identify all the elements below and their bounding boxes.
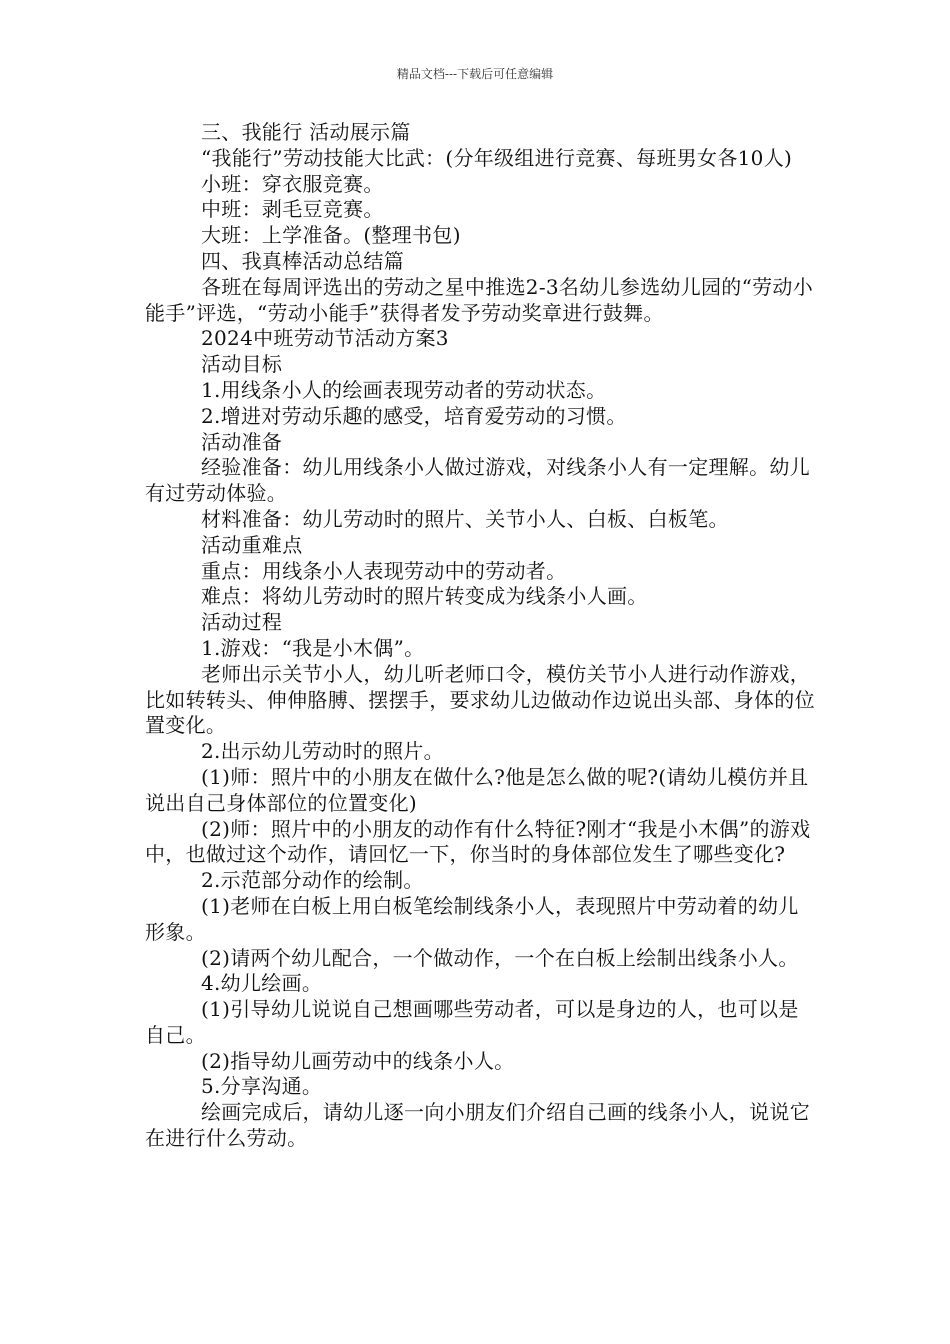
paragraph: 重点：用线条小人表现劳动中的劳动者。 <box>201 558 567 583</box>
section-heading: 活动准备 <box>201 429 283 454</box>
section-heading: 四、我真棒活动总结篇 <box>201 248 404 273</box>
paragraph: 老师出示关节小人，幼儿听老师口令，模仿关节小人进行动作游戏，比如转转头、伸伸胳膊、摆摆手，要求幼儿边做动作边说出头部、身体的位置变化。 <box>145 661 815 738</box>
paragraph: 4.幼儿绘画。 <box>201 971 323 996</box>
paragraph: 5.分享沟通。 <box>201 1074 323 1099</box>
section-heading: 活动目标 <box>201 352 283 377</box>
paragraph: 各班在每周评选出的劳动之星中推选2-3名幼儿参选幼儿园的“劳动小能手”评选，“劳动小能手”获得者发予劳动奖章进行鼓舞。 <box>145 274 814 325</box>
paragraph: (1)老师在白板上用白板笔绘制线条小人，表现照片中劳动着的幼儿形象。 <box>145 893 799 944</box>
paragraph: 小班：穿衣服竞赛。 <box>201 171 384 196</box>
section-heading: 三、我能行 活动展示篇 <box>201 120 411 144</box>
paragraph: 难点：将幼儿劳动时的照片转变成为线条小人画。 <box>201 584 648 609</box>
paragraph: (2)请两个幼儿配合，一个做动作，一个在白板上绘制出线条小人。 <box>201 945 799 970</box>
paragraph: 2.示范部分动作的绘制。 <box>201 868 424 893</box>
paragraph: 中班：剥毛豆竞赛。 <box>201 197 384 222</box>
paragraph: 绘画完成后，请幼儿逐一向小朋友们介绍自己画的线条小人，说说它在进行什么劳动。 <box>145 1100 810 1151</box>
paragraph: (1)引导幼儿说说自己想画哪些劳动者，可以是身边的人，也可以是自己。 <box>145 997 799 1047</box>
section-heading: 活动过程 <box>201 610 283 635</box>
paragraph: (2)师：照片中的小朋友的动作有什么特征?刚才“我是小木偶”的游戏中，也做过这个动作，请回忆一下，你当时的身体部位发生了哪些变化? <box>145 816 811 867</box>
plan-title: 2024中班劳动节活动方案3 <box>201 326 449 351</box>
paragraph: 1.游戏：“我是小木偶”。 <box>201 635 425 660</box>
paragraph: 1.用线条小人的绘画表现劳动者的劳动状态。 <box>201 377 607 402</box>
paragraph: 经验准备：幼儿用线条小人做过游戏，对线条小人有一定理解。幼儿有过劳动体验。 <box>145 455 810 506</box>
paragraph: 材料准备：幼儿劳动时的照片、关节小人、白板、白板笔。 <box>201 506 729 531</box>
paragraph: 2.出示幼儿劳动时的照片。 <box>201 739 444 764</box>
page-header: 精品文档---下载后可任意编辑 <box>396 67 554 81</box>
paragraph: 2.增进对劳动乐趣的感受，培育爱劳动的习惯。 <box>201 403 627 428</box>
paragraph: “我能行”劳动技能大比武：(分年级组进行竞赛、每班男女各10人) <box>201 145 793 170</box>
section-heading: 活动重难点 <box>201 532 303 557</box>
paragraph: (1)师：照片中的小朋友在做什么?他是怎么做的呢?(请幼儿模仿并且说出自己身体部位的位置变化) <box>145 764 809 815</box>
paragraph: 大班：上学准备。(整理书包) <box>201 223 461 248</box>
document-body <box>145 120 815 1152</box>
paragraph: (2)指导幼儿画劳动中的线条小人。 <box>201 1048 515 1073</box>
